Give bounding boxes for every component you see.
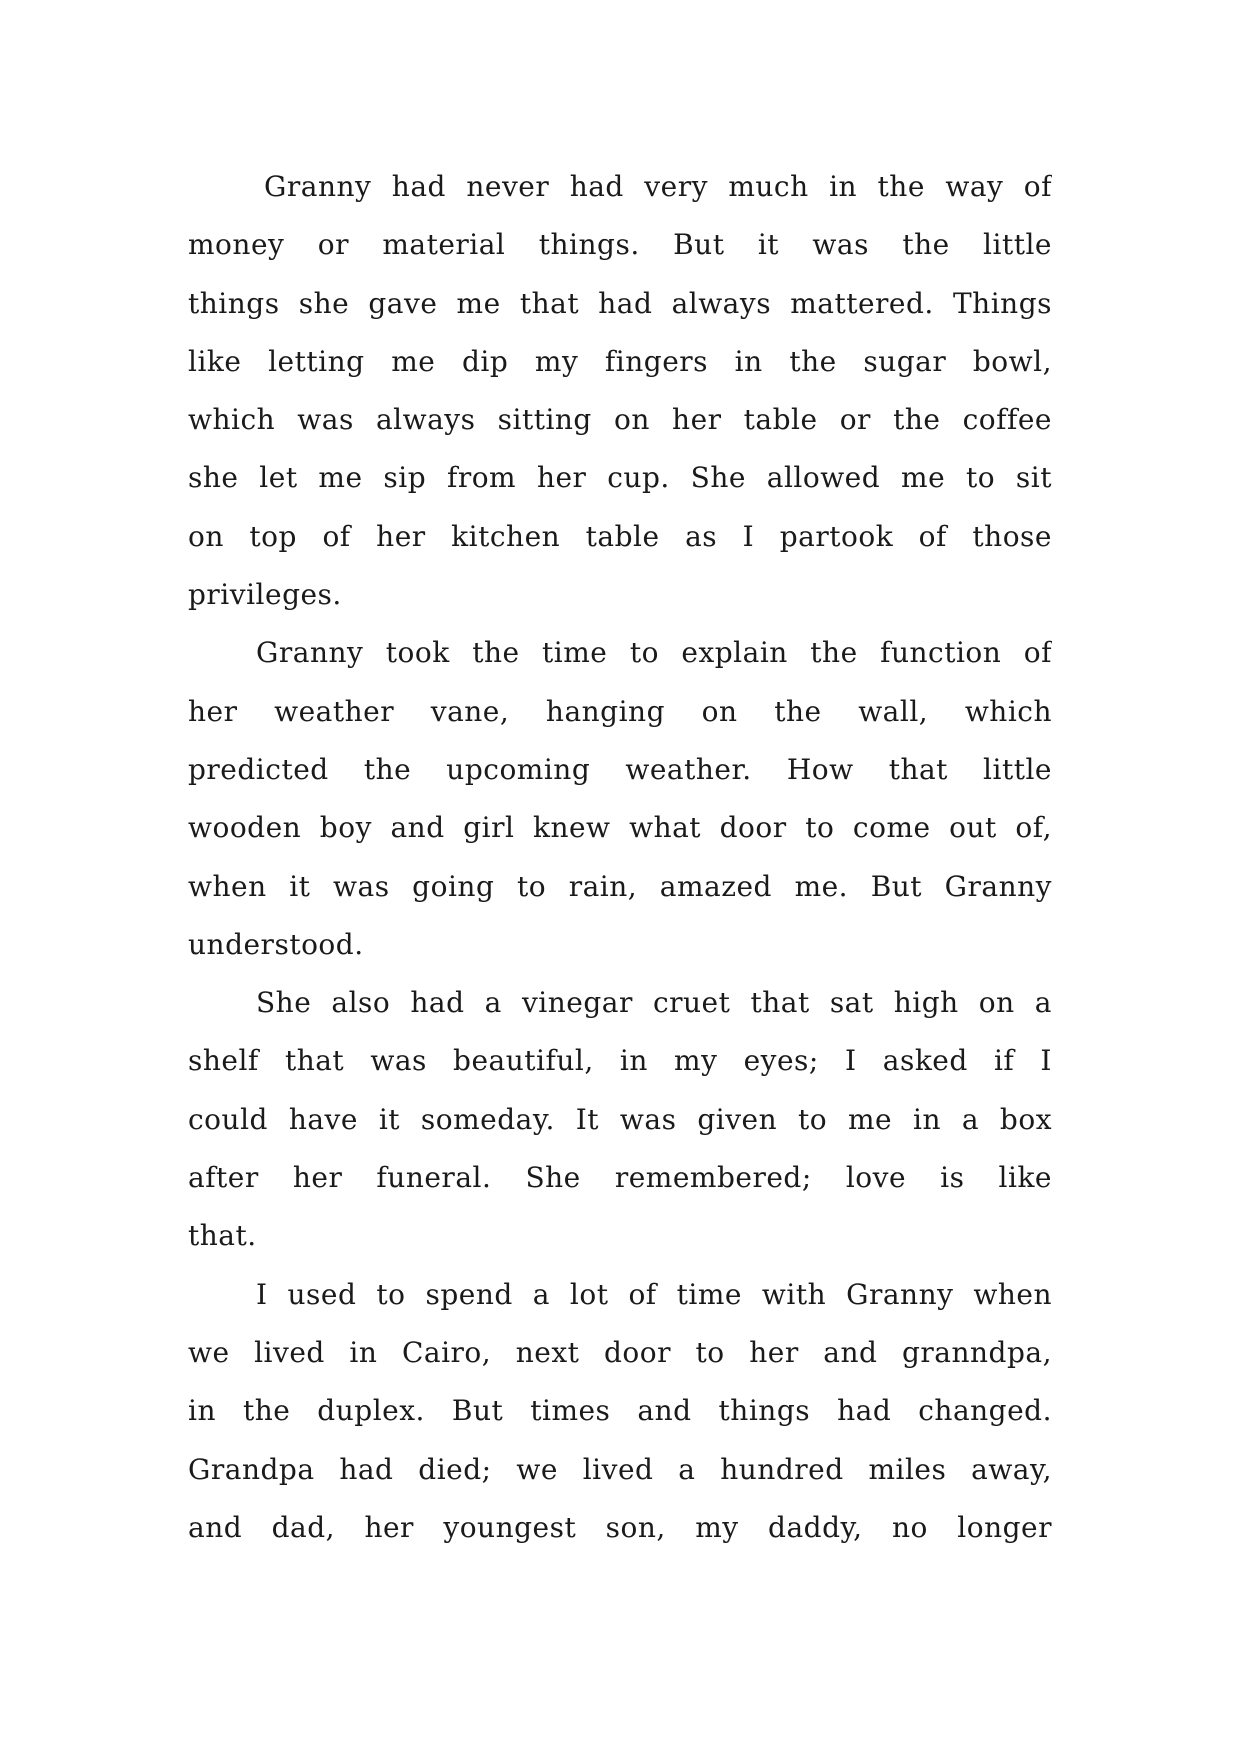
paragraph-2 xyxy=(188,624,1052,974)
paragraph-1 xyxy=(188,158,1052,624)
text-line: after her funeral. She remembered; love is like xyxy=(188,1161,1052,1195)
text-line: predicted the upcoming weather. How that little xyxy=(188,752,1052,786)
text-line: understood. xyxy=(188,927,364,961)
text-line: money or material things. But it was the little xyxy=(188,228,1052,262)
text-line: her weather vane, hanging on the wall, which xyxy=(188,694,1052,728)
text-line: Granny took the time to explain the function of xyxy=(256,636,1052,670)
text-line: and dad, her youngest son, my daddy, no longer xyxy=(188,1510,1052,1544)
text-line: like letting me dip my fingers in the sugar bowl, xyxy=(188,344,1052,378)
document-body xyxy=(188,158,1052,1557)
text-line: things she gave me that had always mattered. Things xyxy=(188,286,1052,320)
text-line: could have it someday. It was given to me in a box xyxy=(188,1102,1052,1136)
text-line: when it was going to rain, amazed me. But Granny xyxy=(188,869,1052,903)
paragraph-3 xyxy=(188,974,1052,1265)
text-line: privileges. xyxy=(188,578,342,612)
text-line: which was always sitting on her table or the coffee xyxy=(188,403,1052,437)
text-line: Granny had never had very much in the way of xyxy=(264,170,1052,203)
text-line: She also had a vinegar cruet that sat high on a xyxy=(256,986,1052,1020)
text-line: we lived in Cairo, next door to her and granndpa, xyxy=(188,1335,1052,1369)
text-line: wooden boy and girl knew what door to come out of, xyxy=(188,811,1052,845)
text-line: I used to spend a lot of time with Granny when xyxy=(256,1277,1052,1311)
text-line: on top of her kitchen table as I partook of those xyxy=(188,519,1052,553)
text-line: that. xyxy=(188,1219,257,1253)
text-line: in the duplex. But times and things had changed. xyxy=(188,1394,1052,1428)
paragraph-4 xyxy=(188,1266,1052,1557)
text-line: shelf that was beautiful, in my eyes; I asked if I xyxy=(188,1044,1052,1078)
text-line: she let me sip from her cup. She allowed me to sit xyxy=(188,461,1052,495)
text-line: Grandpa had died; we lived a hundred miles away, xyxy=(188,1452,1052,1486)
